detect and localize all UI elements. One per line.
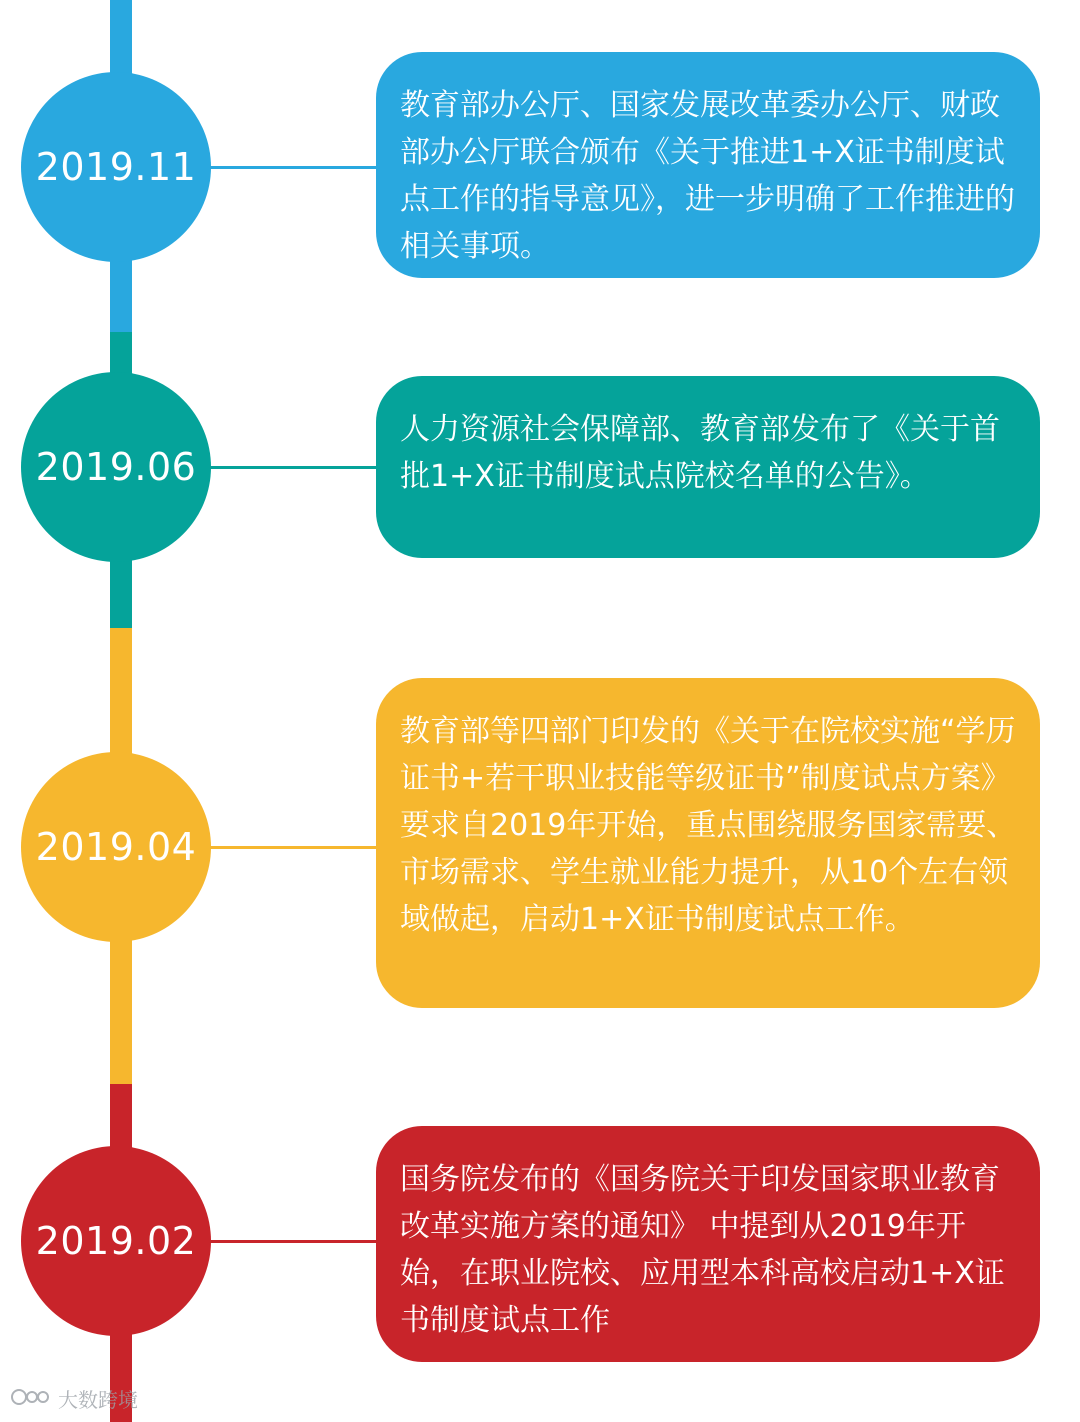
date-circle xyxy=(21,1146,211,1336)
event-card xyxy=(376,678,1040,1008)
logo-icon xyxy=(10,1383,50,1414)
date-label: 2019.02 xyxy=(35,1219,197,1263)
event-card xyxy=(376,1126,1040,1362)
connector-line xyxy=(210,1240,380,1243)
event-text: 教育部等四部门印发的《关于在院校实施“学历证书+若干职业技能等级证书”制度试点方案》要求自2019年开始，重点围绕服务国家需要、市场需求、学生就业能力提升，从10个左右领域做起，启动1+X证书制度试点工作。 xyxy=(400,714,1017,937)
event-card xyxy=(376,52,1040,278)
date-label: 2019.06 xyxy=(35,445,197,489)
date-label: 2019.04 xyxy=(35,825,197,869)
event-text: 教育部办公厅、国家发展改革委办公厅、财政部办公厅联合颁布《关于推进1+X证书制度试点工作的指导意见》，进一步明确了工作推进的相关事项。 xyxy=(400,88,1015,264)
event-text: 国务院发布的《国务院关于印发国家职业教育改革实施方案的通知》 中提到从2019年开始，在职业院校、应用型本科高校启动1+X证书制度试点工作 xyxy=(400,1162,1005,1338)
connector-line xyxy=(210,166,380,169)
date-label: 2019.11 xyxy=(35,145,197,189)
event-text: 人力资源社会保障部、教育部发布了《关于首批1+X证书制度试点院校名单的公告》。 xyxy=(400,412,1000,494)
date-circle xyxy=(21,72,211,262)
date-circle xyxy=(21,372,211,562)
watermark-text: 大数跨境 xyxy=(58,1387,138,1412)
watermark xyxy=(10,1382,138,1414)
connector-line xyxy=(210,846,380,849)
date-circle xyxy=(21,752,211,942)
connector-line xyxy=(210,466,380,469)
event-card xyxy=(376,376,1040,558)
